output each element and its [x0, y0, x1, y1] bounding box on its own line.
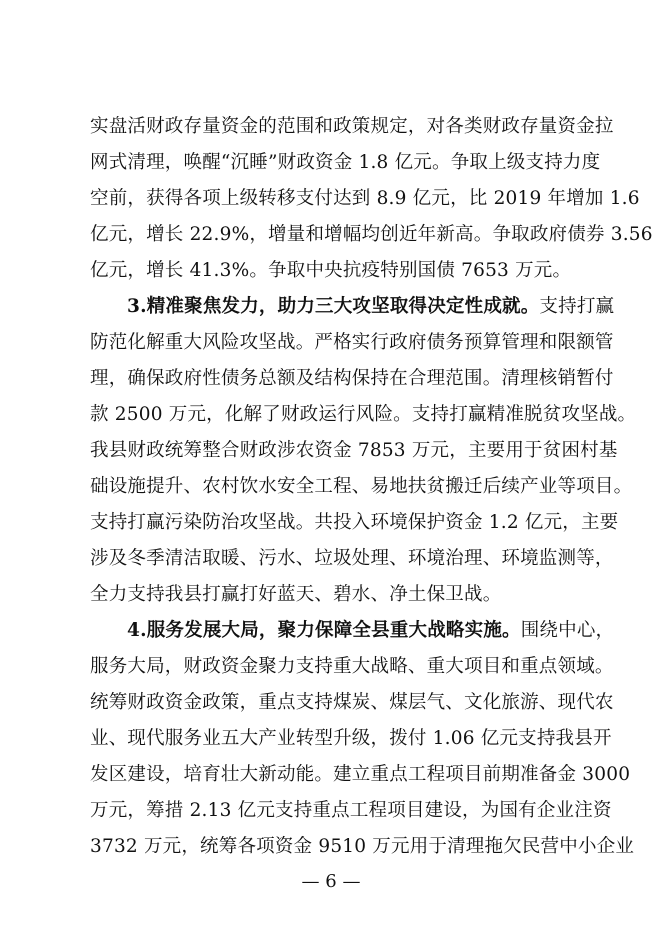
text-line: 支持打赢污染防治攻坚战。共投入环境保护资金 1.2 亿元，主要 [90, 512, 619, 533]
text-line: 发区建设，培育壮大新动能。建立重点工程项目前期准备金 3000 [90, 764, 631, 785]
text-line: 我县财政统筹整合财政涉农资金 7853 万元，主要用于贫困村基 [90, 440, 618, 461]
text-line: 全力支持我县打赢打好蓝天、碧水、净土保卫战。 [90, 584, 502, 605]
text-line: 统筹财政资金政策，重点支持煤炭、煤层气、文化旅游、现代农 [90, 692, 614, 713]
text-line: 3732 万元，统筹各项资金 9510 万元用于清理拖欠民营中小企业 [90, 836, 635, 857]
text-line: 服务大局，财政资金聚力支持重大战略、重大项目和重点领域。 [90, 656, 614, 677]
text-line: 涉及冬季清洁取暖、污水、垃圾处理、环境治理、环境监测等， [90, 548, 614, 569]
text-line: 础设施提升、农村饮水安全工程、易地扶贫搬迁后续产业等项目。 [90, 476, 633, 497]
section-4-first-line [127, 619, 615, 643]
text-line: 网式清理，唤醒“沉睡”财政资金 1.8 亿元。争取上级支持力度 [90, 152, 601, 173]
text-line: 亿元，增长 22.9%，增量和增幅均创近年新高。争取政府债券 3.56 [90, 224, 653, 245]
text-line: 亿元，增长 41.3%。争取中央抗疫特别国债 7653 万元。 [90, 260, 572, 281]
text-line: 理，确保政府性债务总额及结构保持在合理范围。清理核销暂付 [90, 368, 614, 389]
text-line: 实盘活财政存量资金的范围和政策规定，对各类财政存量资金拉 [90, 116, 614, 137]
text-span: 围绕中心， [520, 620, 615, 641]
text-span: 支持打赢 [539, 296, 615, 317]
page-number: — 6 — [301, 871, 361, 892]
text-line: 空前，获得各项上级转移支付达到 8.9 亿元，比 2019 年增加 1.6 [90, 188, 640, 209]
section-4-heading: 4.服务发展大局，聚力保障全县重大战略实施。 [127, 620, 521, 641]
text-line: 防范化解重大风险攻坚战。严格实行政府债务预算管理和限额管 [90, 332, 614, 353]
text-line: 款 2500 万元，化解了财政运行风险。支持打赢精准脱贫攻坚战。 [90, 404, 637, 425]
text-line: 业、现代服务业五大产业转型升级，拨付 1.06 亿元支持我县开 [90, 728, 612, 749]
section-3-heading: 3.精准聚焦发力，助力三大攻坚取得决定性成就。 [127, 296, 540, 317]
text-line: 万元，筹措 2.13 亿元支持重点工程项目建设，为国有企业注资 [90, 800, 612, 821]
section-3-first-line [127, 295, 615, 319]
